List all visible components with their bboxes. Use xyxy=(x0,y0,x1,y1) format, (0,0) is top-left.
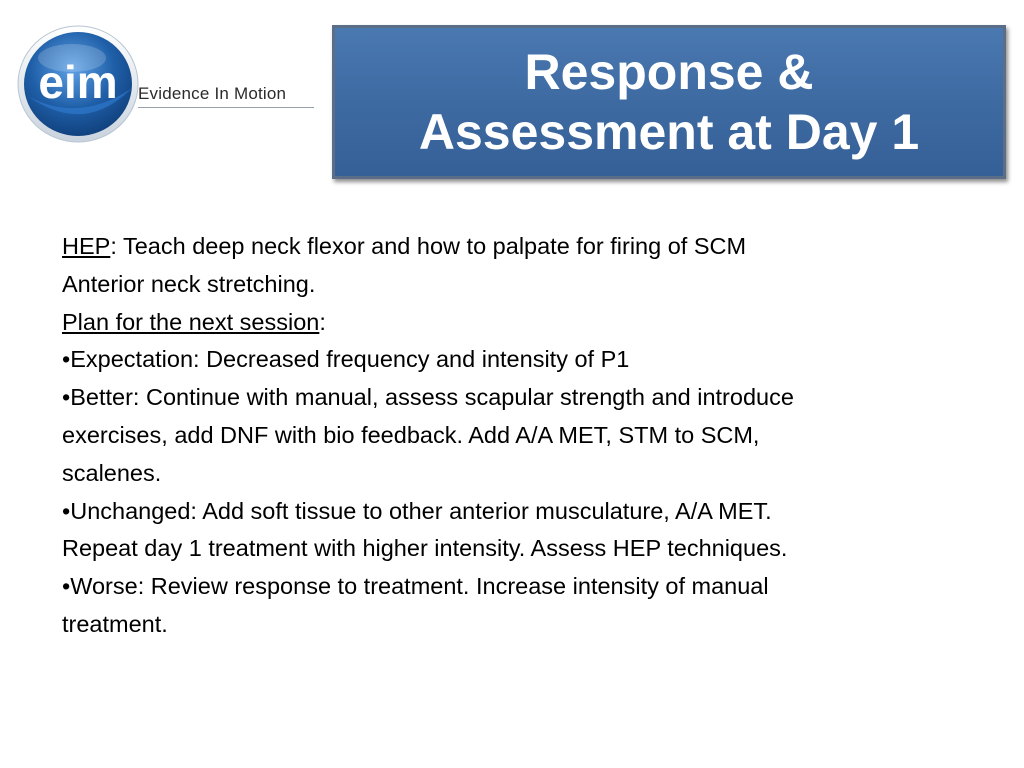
bullet-unchanged: •Unchanged: Add soft tissue to other anterior musculature, A/A MET. xyxy=(62,497,772,524)
title-line-1: Response & xyxy=(524,44,814,100)
logo-underline xyxy=(138,107,314,108)
hep-line xyxy=(62,228,972,266)
bullet-better-cont: scalenes. xyxy=(62,459,162,486)
hep-text: : Teach deep neck flexor and how to palpate for firing of SCM xyxy=(110,233,747,259)
plan-line xyxy=(62,304,972,342)
hep-label: HEP xyxy=(62,233,111,259)
body-line: Anterior neck stretching. xyxy=(62,270,316,297)
bullet-better-cont: exercises, add DNF with bio feedback. Add A/A MET, STM to SCM, xyxy=(62,421,760,448)
bullet-expectation: •Expectation: Decreased frequency and intensity of P1 xyxy=(62,346,630,373)
title-line-2: Assessment at Day 1 xyxy=(418,104,920,160)
plan-label: Plan for the next session xyxy=(62,308,320,335)
bullet-worse-cont: treatment. xyxy=(62,610,168,637)
title-box xyxy=(332,25,1006,179)
logo-tagline: Evidence In Motion xyxy=(138,84,287,103)
bullet-worse: •Worse: Review response to treatment. Increase intensity of manual xyxy=(62,573,769,600)
bullet-better: •Better: Continue with manual, assess scapular strength and introduce xyxy=(62,384,794,411)
logo-mark: eim xyxy=(38,56,118,108)
eim-logo xyxy=(14,24,324,144)
slide-body xyxy=(62,228,972,644)
plan-colon: : xyxy=(319,308,326,335)
slide-title xyxy=(369,42,969,162)
bullet-unchanged-cont: Repeat day 1 treatment with higher intensity. Assess HEP techniques. xyxy=(62,535,788,562)
eim-logo-icon xyxy=(14,24,144,144)
